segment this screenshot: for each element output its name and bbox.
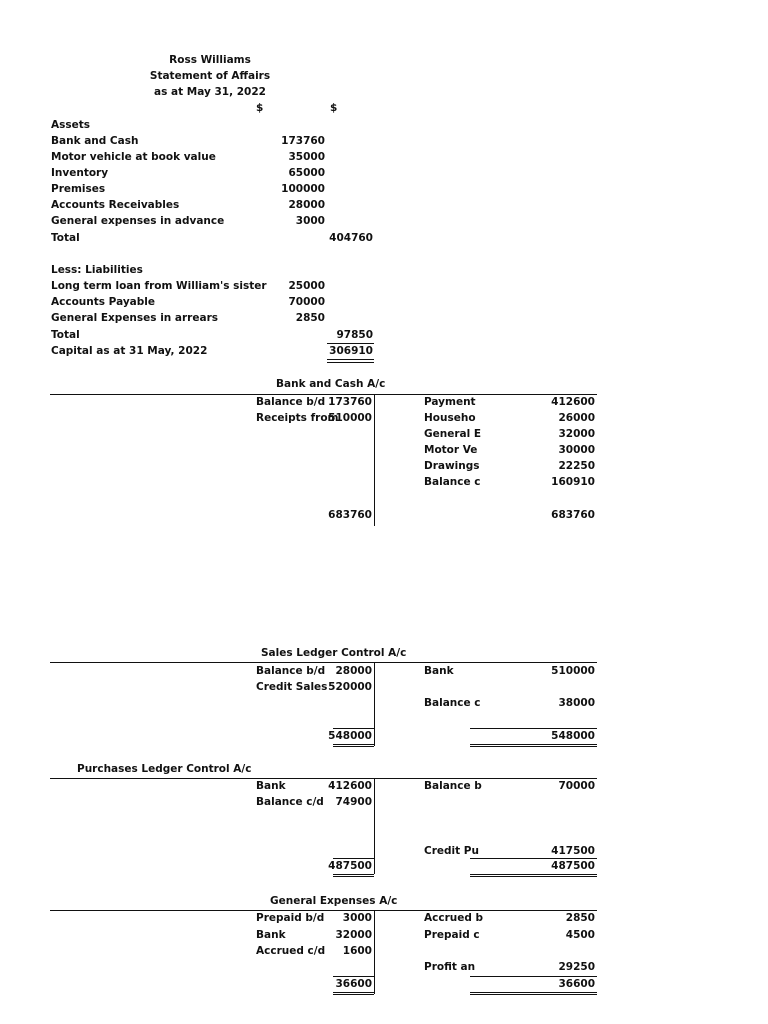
debit-entry-label: Bank (256, 929, 286, 941)
debit-total: 487500 (328, 860, 372, 872)
credit-entry-label: Balance b (424, 780, 482, 792)
subtotal-rule (470, 858, 597, 859)
credit-entry-label: Credit Pu (424, 845, 479, 857)
debit-total: 683760 (328, 509, 372, 521)
capital-value: 306910 (329, 345, 373, 357)
liability-value: 2850 (295, 312, 325, 324)
credit-entry-value: 4500 (565, 929, 595, 941)
t-account-top-rule (50, 778, 597, 779)
entity-name: Ross Williams (169, 54, 251, 66)
asset-label: Premises (51, 183, 106, 195)
asset-value: 65000 (288, 167, 325, 179)
credit-entry-label: Bank (424, 665, 454, 677)
t-account-divider (374, 394, 375, 526)
credit-entry-label: General E (424, 428, 482, 440)
asset-value: 35000 (288, 151, 325, 163)
liabilities-heading: Less: Liabilities (51, 264, 143, 276)
credit-entry-label: Payment (424, 396, 476, 408)
credit-entry-value: 70000 (558, 780, 595, 792)
asset-label: Bank and Cash (51, 135, 139, 147)
credit-entry-value: 29250 (558, 961, 595, 973)
credit-entry-label: Profit an (424, 961, 476, 973)
asset-label: Accounts Receivables (51, 199, 180, 211)
debit-entry-value: 74900 (335, 796, 372, 808)
asset-label: Motor vehicle at book value (51, 151, 216, 163)
credit-entry-value: 32000 (558, 428, 595, 440)
total-rule-double (470, 876, 597, 877)
account-title-sales-ledger: Sales Ledger Control A/c (261, 647, 407, 659)
assets-heading: Assets (51, 119, 91, 131)
liabilities-total-label: Total (51, 329, 80, 341)
credit-entry-value: 510000 (551, 665, 595, 677)
asset-value: 100000 (281, 183, 325, 195)
t-account-top-rule (50, 910, 597, 911)
debit-entry-value: 28000 (335, 665, 372, 677)
credit-entry-label: Househo (424, 412, 476, 424)
total-rule (333, 874, 374, 875)
credit-total: 683760 (551, 509, 595, 521)
liability-label: Long term loan from William's sister (51, 280, 267, 292)
asset-value: 173760 (281, 135, 325, 147)
t-account-divider (374, 662, 375, 746)
credit-entry-value: 38000 (558, 697, 595, 709)
credit-total: 487500 (551, 860, 595, 872)
liabilities-total-value: 97850 (336, 329, 373, 341)
t-account-divider (374, 910, 375, 994)
credit-entry-label: Drawings (424, 460, 480, 472)
debit-entry-value: 32000 (335, 929, 372, 941)
debit-entry-value: 412600 (328, 780, 372, 792)
credit-total: 36600 (558, 978, 595, 990)
account-title-purchases-ledger: Purchases Ledger Control A/c (77, 763, 252, 775)
credit-entry-label: Accrued b (424, 912, 484, 924)
subtotal-rule (333, 858, 374, 859)
debit-entry-value: 3000 (342, 912, 372, 924)
total-rule-double (470, 994, 597, 995)
asset-value: 28000 (288, 199, 325, 211)
total-rule-double (327, 362, 374, 363)
debit-entry-value: 520000 (328, 681, 372, 693)
subtotal-rule (327, 343, 374, 344)
account-title-bank-cash: Bank and Cash A/c (276, 378, 386, 390)
total-rule (327, 359, 374, 360)
currency-symbol-column-1: $ (256, 102, 264, 114)
debit-entry-label: Balance b/d (256, 396, 326, 408)
currency-symbol-column-2: $ (330, 102, 338, 114)
debit-total: 548000 (328, 730, 372, 742)
credit-entry-label: Motor Ve (424, 444, 478, 456)
total-rule (333, 744, 374, 745)
asset-label: General expenses in advance (51, 215, 225, 227)
debit-entry-value: 510000 (328, 412, 372, 424)
t-account-top-rule (50, 662, 597, 663)
liability-label: General Expenses in arrears (51, 312, 218, 324)
credit-total: 548000 (551, 730, 595, 742)
debit-entry-value: 173760 (328, 396, 372, 408)
credit-entry-value: 412600 (551, 396, 595, 408)
subtotal-rule (333, 976, 374, 977)
credit-entry-value: 26000 (558, 412, 595, 424)
debit-entry-label: Credit Sales (256, 681, 328, 693)
total-rule (333, 992, 374, 993)
credit-entry-value: 30000 (558, 444, 595, 456)
credit-entry-label: Balance c (424, 697, 481, 709)
liability-value: 25000 (288, 280, 325, 292)
debit-entry-label: Accrued c/d (256, 945, 326, 957)
debit-entry-label: Bank (256, 780, 286, 792)
assets-total-value: 404760 (329, 232, 373, 244)
total-rule-double (470, 746, 597, 747)
t-account-divider (374, 778, 375, 874)
account-title-general-expenses: General Expenses A/c (270, 895, 398, 907)
credit-entry-value: 22250 (558, 460, 595, 472)
credit-entry-label: Balance c (424, 476, 481, 488)
subtotal-rule (470, 976, 597, 977)
subtotal-rule (470, 728, 597, 729)
asset-label: Inventory (51, 167, 109, 179)
debit-entry-label: Balance b/d (256, 665, 326, 677)
debit-entry-label: Receipts from (256, 412, 339, 424)
credit-entry-value: 417500 (551, 845, 595, 857)
debit-entry-label: Prepaid b/d (256, 912, 325, 924)
capital-label: Capital as at 31 May, 2022 (51, 345, 208, 357)
statement-date: as at May 31, 2022 (154, 86, 266, 98)
total-rule (470, 744, 597, 745)
total-rule-double (333, 746, 374, 747)
credit-entry-value: 160910 (551, 476, 595, 488)
liability-value: 70000 (288, 296, 325, 308)
subtotal-rule (333, 728, 374, 729)
assets-total-label: Total (51, 232, 80, 244)
asset-value: 3000 (295, 215, 325, 227)
total-rule-double (333, 994, 374, 995)
credit-entry-value: 2850 (565, 912, 595, 924)
total-rule (470, 874, 597, 875)
liability-label: Accounts Payable (51, 296, 156, 308)
debit-entry-value: 1600 (342, 945, 372, 957)
t-account-top-rule (50, 394, 597, 395)
total-rule (470, 992, 597, 993)
credit-entry-label: Prepaid c (424, 929, 480, 941)
debit-entry-label: Balance c/d (256, 796, 324, 808)
total-rule-double (333, 876, 374, 877)
debit-total: 36600 (335, 978, 372, 990)
statement-title: Statement of Affairs (149, 70, 271, 82)
